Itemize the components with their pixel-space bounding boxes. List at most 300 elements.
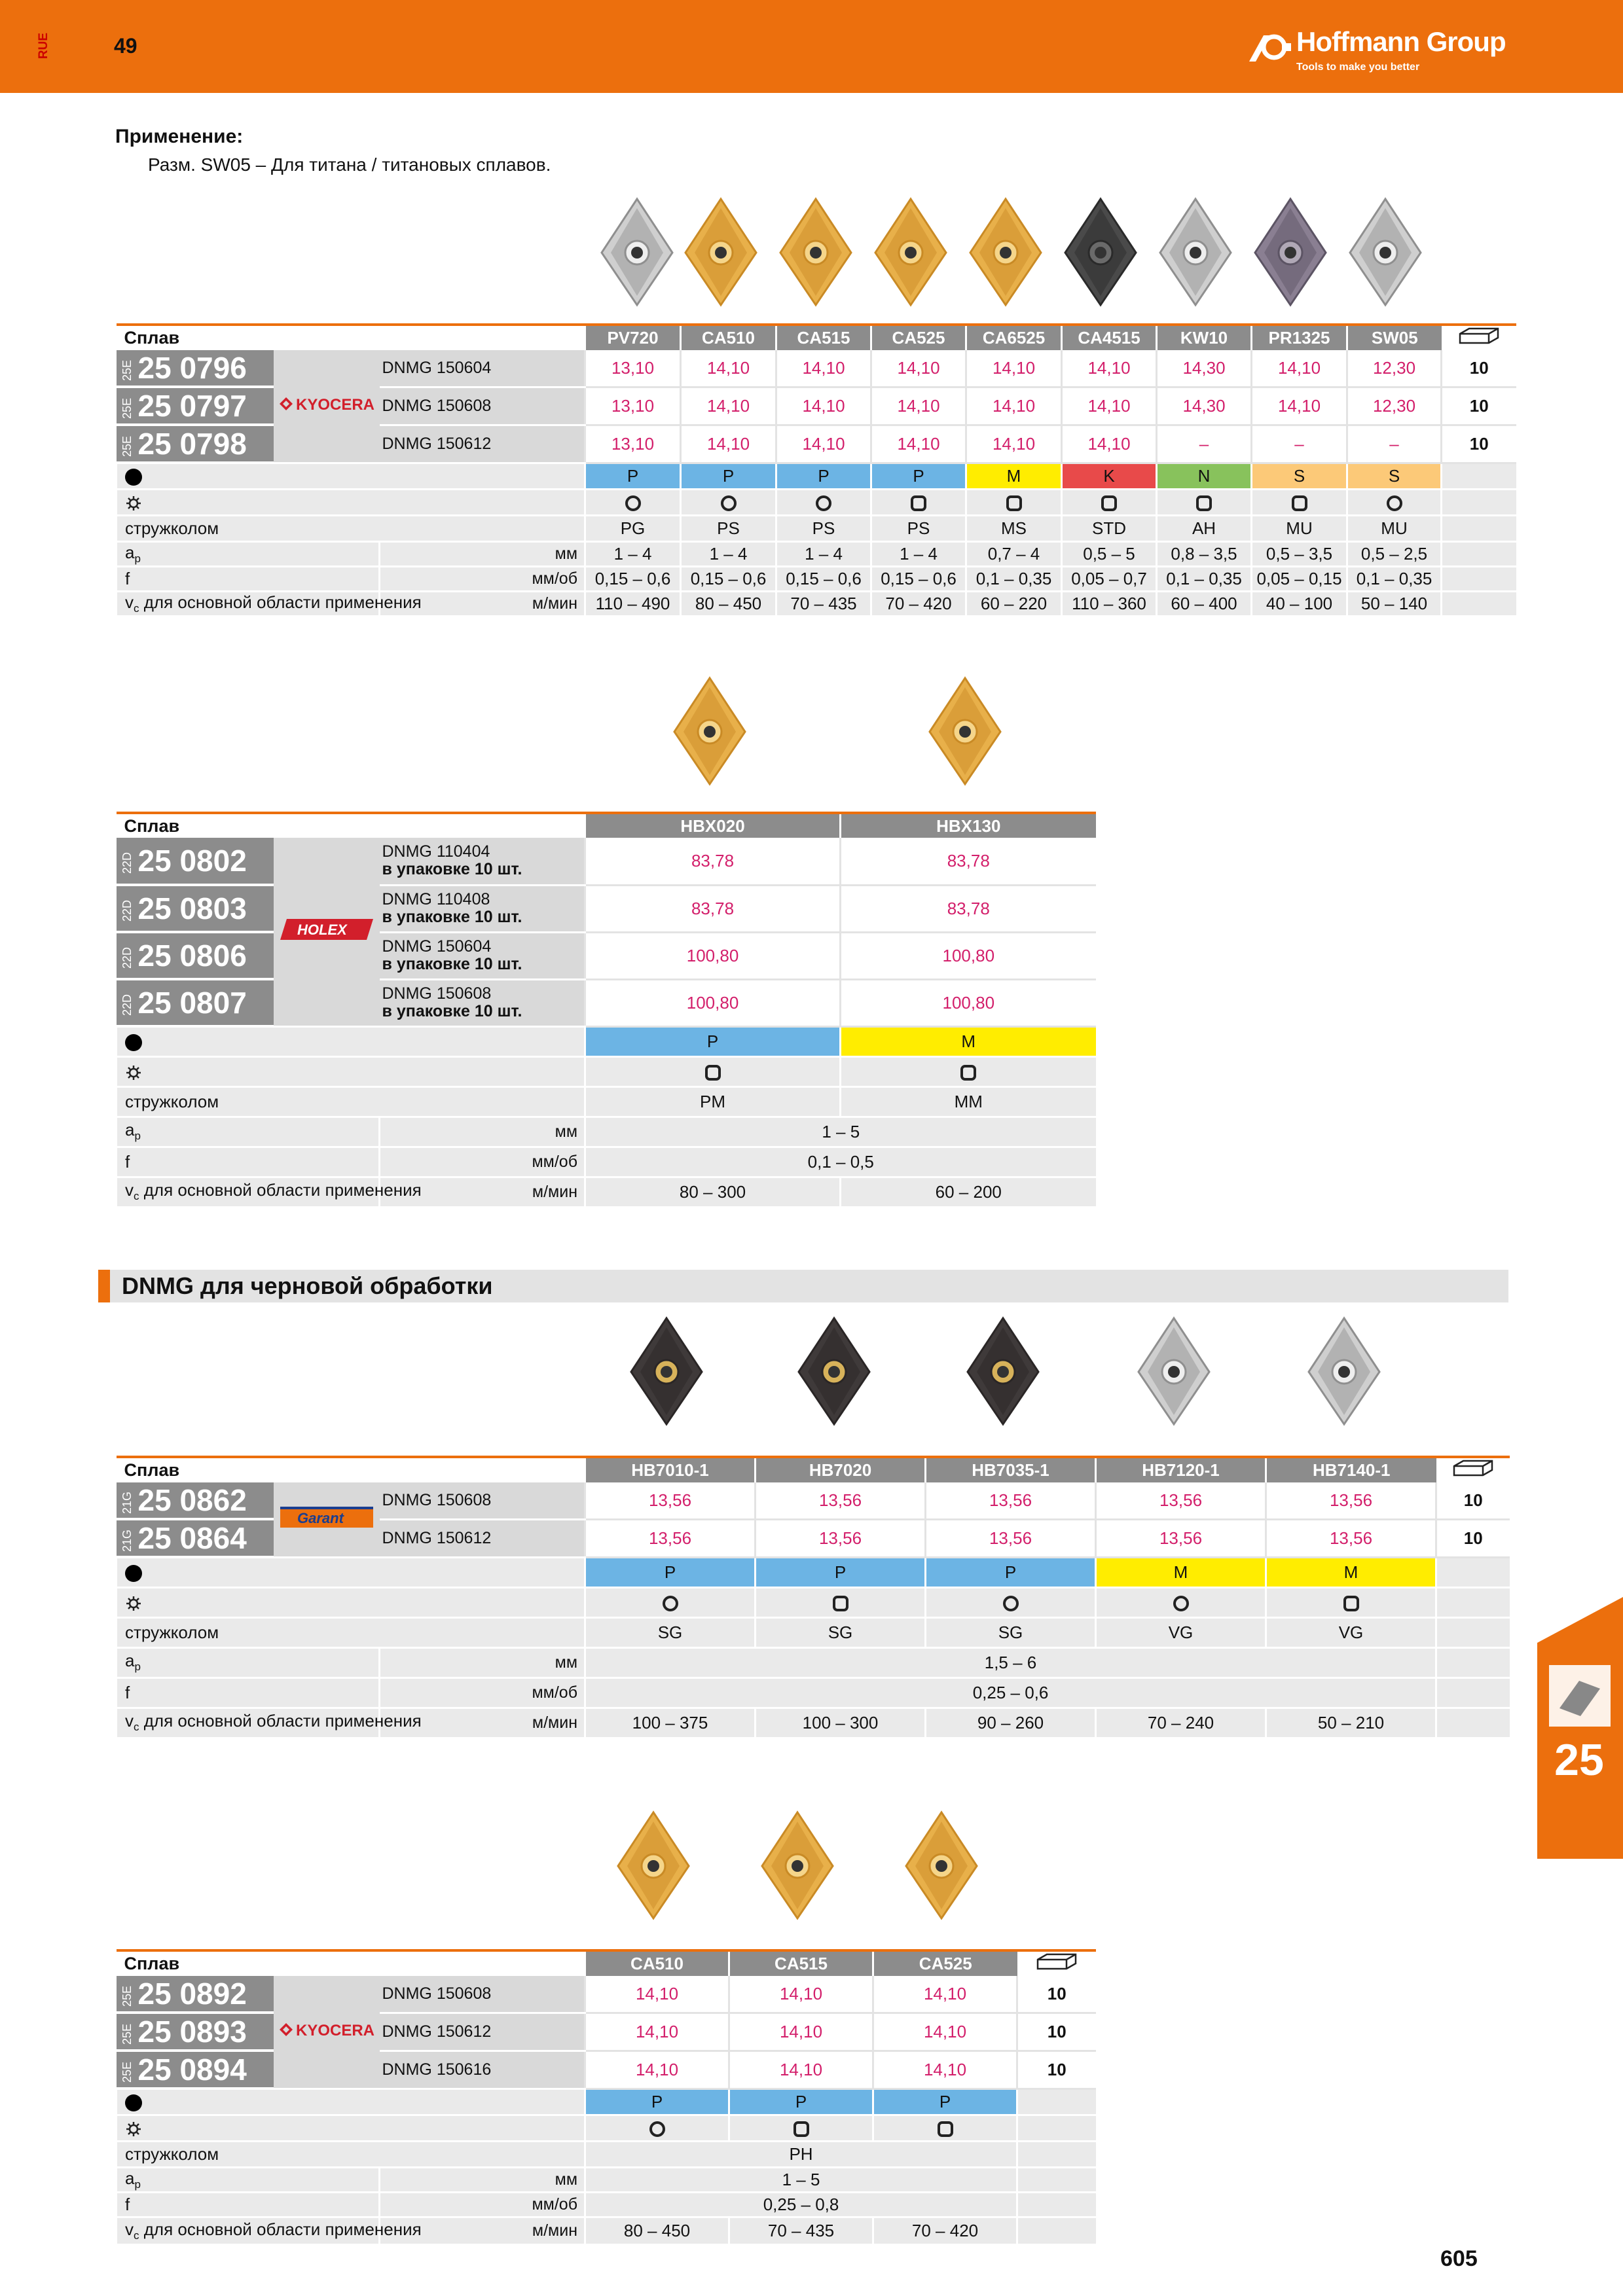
brand-cell (274, 838, 380, 1026)
material-group: P (585, 1026, 841, 1056)
holex-logo-text: HOLEX (297, 921, 347, 938)
article-number (117, 350, 274, 387)
ap-sub: p (134, 2178, 141, 2191)
table-garant (115, 1456, 1510, 1739)
empty (1436, 1617, 1510, 1647)
vc-sub: c (134, 601, 139, 615)
empty (1436, 1647, 1510, 1677)
table-row (117, 463, 1516, 489)
alloy-header: CA515 (776, 325, 871, 350)
geometry-shape (756, 1587, 926, 1617)
chipbreaker-shape-icon (1006, 495, 1022, 511)
alloy-header: CA6525 (966, 325, 1062, 350)
ap-value: 0,8 – 3,5 (1157, 541, 1252, 566)
pack-header (1017, 1950, 1096, 1976)
table-row (117, 979, 1096, 1026)
price: 13,56 (585, 1519, 756, 1557)
designation-line: DNMG 110408 (382, 890, 490, 908)
article-number (117, 838, 274, 885)
f-value: 0,1 – 0,35 (966, 566, 1062, 591)
table-row (117, 838, 1096, 885)
pack-note: в упаковке 10 шт. (382, 908, 522, 926)
price: 14,10 (776, 425, 871, 463)
price: 83,78 (585, 838, 841, 885)
chipbreaker: PH (585, 2141, 1017, 2167)
chipbreaker-shape-icon (960, 1065, 976, 1081)
table-row (117, 1976, 1096, 2013)
geometry-shape (1252, 489, 1347, 515)
empty (1017, 2089, 1096, 2115)
application-heading: Применение: (115, 126, 244, 147)
article-number-text: 25 0864 (137, 1521, 247, 1555)
pack-quantity: 10 (1442, 350, 1516, 387)
geometry-shape (1062, 489, 1157, 515)
price: – (1157, 425, 1252, 463)
ap-unit: мм (380, 541, 585, 566)
material-dot-icon (125, 469, 142, 486)
price: – (1252, 425, 1347, 463)
price: 14,10 (966, 350, 1062, 387)
insert-image (795, 1316, 873, 1427)
table-row (117, 1177, 1096, 1207)
price-group-code: 22D (120, 852, 134, 874)
holex-logo (278, 916, 376, 942)
insert-image (776, 196, 855, 308)
alloy-header: SW05 (1347, 325, 1442, 350)
vc-value: 60 – 220 (966, 591, 1062, 616)
chipbreaker: PS (871, 515, 966, 541)
material-dot-icon (125, 1034, 142, 1051)
article-number-text: 25 0797 (137, 389, 247, 423)
insert-image (1156, 196, 1235, 308)
insert-image (1135, 1316, 1213, 1427)
price: 14,10 (873, 1976, 1017, 2013)
empty (1442, 463, 1516, 489)
table-row (117, 932, 1096, 979)
vc-value: 100 – 300 (756, 1708, 926, 1738)
f-label-cell (117, 1677, 380, 1708)
alloy-header: HB7120-1 (1096, 1457, 1266, 1482)
table-row (117, 813, 1096, 838)
material-group: S (1347, 463, 1442, 489)
table-holex (115, 812, 1096, 1208)
geometry-shape (585, 1056, 841, 1086)
price: 83,78 (841, 838, 1096, 885)
geometry-shape (1266, 1587, 1436, 1617)
ap-label-cell (117, 2167, 380, 2192)
table-row (117, 1056, 1096, 1086)
material-group: N (1157, 463, 1252, 489)
vc-label: v (125, 1180, 134, 1200)
ap-label: a (125, 2168, 135, 2188)
alloy-label: Сплав (124, 816, 180, 836)
material-symbol (117, 463, 585, 489)
price: 14,10 (681, 350, 776, 387)
vc-value: 70 – 435 (729, 2217, 873, 2244)
page-number: 605 (1440, 2246, 1478, 2271)
ap-unit: мм (380, 1647, 585, 1677)
vc-text: для основной области применения (139, 1180, 422, 1200)
table-row (117, 325, 1516, 350)
package-quantity-icon (1035, 1952, 1078, 1971)
vc-label: v (125, 592, 134, 612)
price: 12,30 (1347, 350, 1442, 387)
empty (1436, 1587, 1510, 1617)
price-group-code: 25E (120, 2061, 134, 2083)
insert-image (1251, 196, 1330, 308)
table-row (117, 1557, 1510, 1587)
empty (1436, 1557, 1510, 1587)
ap-value: 1 – 4 (776, 541, 871, 566)
alloy-header: HB7010-1 (585, 1457, 756, 1482)
insert-geometry-icon (125, 1595, 142, 1612)
table-row (117, 1457, 1510, 1482)
ap-value: 1 – 5 (585, 2167, 1017, 2192)
f-label-cell (117, 1147, 380, 1177)
article-number-text: 25 0796 (137, 351, 247, 385)
table-row (117, 1647, 1510, 1677)
chipbreaker-shape-icon (649, 2121, 665, 2137)
article-number (117, 1519, 274, 1557)
vc-text: для основной области применения (139, 1711, 422, 1731)
chipbreaker-label: стружколом (125, 518, 219, 538)
price: 100,80 (841, 932, 1096, 979)
vc-sub: c (134, 2229, 139, 2242)
designation (380, 838, 585, 885)
hoffmann-logo-icon (1244, 31, 1291, 64)
insert-image (964, 1316, 1042, 1427)
material-group: P (776, 463, 871, 489)
price: 13,56 (756, 1482, 926, 1519)
empty (1442, 515, 1516, 541)
alloy-header: CA515 (729, 1950, 873, 1976)
vc-label: v (125, 1711, 134, 1731)
geometry-shape (966, 489, 1062, 515)
vc-label-cell (117, 2217, 422, 2244)
insert-image (614, 1810, 693, 1921)
material-group: M (1096, 1557, 1266, 1587)
chipbreaker-shape-icon (625, 495, 641, 511)
price: 14,30 (1157, 387, 1252, 425)
table-row (117, 541, 1516, 566)
vc-value: 80 – 450 (681, 591, 776, 616)
price: 14,10 (873, 2013, 1017, 2051)
vc-unit: м/мин (380, 1708, 585, 1738)
insert-image (871, 196, 950, 308)
price-group-code: 25E (120, 1985, 134, 2007)
price: 14,10 (1252, 387, 1347, 425)
vc-value: 70 – 420 (873, 2217, 1017, 2244)
table-row (117, 591, 1516, 616)
pack-quantity: 10 (1436, 1519, 1510, 1557)
insert-image (926, 675, 1004, 787)
vc-value: 50 – 210 (1266, 1708, 1436, 1738)
table-row (117, 1147, 1096, 1177)
ap-sub: p (134, 1130, 141, 1143)
chipbreaker-shape-icon (705, 1065, 721, 1081)
vc-value: 50 – 140 (1347, 591, 1442, 616)
empty (1017, 2167, 1096, 2192)
pack-note: в упаковке 10 шт. (382, 860, 522, 879)
kyocera-logo-text: KYOCERA (295, 2021, 374, 2039)
geometry-symbol (117, 489, 585, 515)
price: 14,10 (776, 350, 871, 387)
table-row (117, 2192, 1096, 2217)
vc-value: 80 – 450 (585, 2217, 729, 2244)
chipbreaker-label-cell (117, 515, 585, 541)
chipbreaker-shape-icon (1101, 495, 1117, 511)
article-number (117, 932, 274, 979)
vc-text: для основной области применения (139, 592, 422, 612)
alloy-header: CA4515 (1062, 325, 1157, 350)
material-group: P (585, 2089, 729, 2115)
price: 83,78 (585, 885, 841, 932)
ap-value: 0,5 – 5 (1062, 541, 1157, 566)
ap-value: 1 – 4 (871, 541, 966, 566)
chipbreaker: PM (585, 1086, 841, 1117)
price: 14,10 (966, 425, 1062, 463)
geometry-shape (776, 489, 871, 515)
section-title: DNMG для черновой обработки (122, 1272, 493, 1299)
price: 13,56 (926, 1519, 1096, 1557)
price-group-code: 25E (120, 359, 134, 381)
vc-value: 80 – 300 (585, 1177, 841, 1207)
f-value: 0,25 – 0,8 (585, 2192, 1017, 2217)
table-row (117, 2141, 1096, 2167)
designation (380, 979, 585, 1026)
pack-quantity: 10 (1017, 1976, 1096, 2013)
table-row (117, 1950, 1096, 1976)
price: 100,80 (841, 979, 1096, 1026)
vc-unit: м/мин (380, 2217, 585, 2244)
insert-image (598, 196, 676, 308)
price: 13,56 (756, 1519, 926, 1557)
empty (1442, 489, 1516, 515)
geometry-shape (873, 2115, 1017, 2141)
vc-value: 60 – 400 (1157, 591, 1252, 616)
insert-image (682, 196, 760, 308)
alloy-header: KW10 (1157, 325, 1252, 350)
price-group-code: 21G (120, 1529, 134, 1552)
material-group: P (585, 463, 681, 489)
price: 13,10 (585, 387, 681, 425)
vc-value: 60 – 200 (841, 1177, 1096, 1207)
ap-value: 0,5 – 3,5 (1252, 541, 1347, 566)
designation-line: DNMG 110404 (382, 842, 490, 861)
ap-unit: мм (380, 2167, 585, 2192)
chipbreaker-shape-icon (1003, 1596, 1019, 1611)
pack-header (1436, 1457, 1510, 1482)
brand-tagline: Tools to make you better (1296, 62, 1420, 73)
empty (1442, 591, 1516, 616)
price: 14,10 (966, 387, 1062, 425)
chipbreaker-shape-icon (1387, 495, 1402, 511)
table-row (117, 1677, 1510, 1708)
vc-text: для основной области применения (139, 2219, 422, 2239)
geometry-shape (585, 1587, 756, 1617)
material-group: M (841, 1026, 1096, 1056)
chipbreaker: MM (841, 1086, 1096, 1117)
chipbreaker-label: стружколом (125, 1622, 219, 1642)
ap-value: 1 – 4 (585, 541, 681, 566)
price: 14,10 (1062, 350, 1157, 387)
article-number-text: 25 0798 (137, 427, 247, 461)
table-row (117, 2089, 1096, 2115)
package-quantity-icon (1457, 326, 1501, 346)
chipbreaker: PS (681, 515, 776, 541)
f-value: 0,1 – 0,5 (585, 1147, 1096, 1177)
alloy-label: Сплав (124, 328, 180, 348)
price: 14,10 (1062, 425, 1157, 463)
pack-quantity: 10 (1436, 1482, 1510, 1519)
designation: DNMG 150612 (380, 2013, 585, 2051)
vc-value: 90 – 260 (926, 1708, 1096, 1738)
f-label: f (125, 1682, 130, 1702)
material-symbol (117, 1557, 585, 1587)
material-dot-icon (125, 1565, 142, 1582)
table-row (117, 515, 1516, 541)
price-group-code: 22D (120, 994, 134, 1016)
chipbreaker-shape-icon (1196, 495, 1212, 511)
designation-line: DNMG 150604 (382, 937, 492, 956)
table-kyocera-finishing (115, 323, 1516, 617)
ap-value: 1 – 4 (681, 541, 776, 566)
insert-image (1305, 1316, 1383, 1427)
vc-label-cell (117, 1708, 422, 1738)
brand-cell (274, 1976, 380, 2089)
material-group: P (756, 1557, 926, 1587)
price: 13,56 (1096, 1519, 1266, 1557)
geometry-shape (729, 2115, 873, 2141)
geometry-shape (841, 1056, 1096, 1086)
article-number-text: 25 0806 (137, 939, 247, 973)
material-group: P (585, 1557, 756, 1587)
insert-image (966, 196, 1045, 308)
empty (1017, 2192, 1096, 2217)
vc-value: 70 – 435 (776, 591, 871, 616)
vc-value: 70 – 240 (1096, 1708, 1266, 1738)
ap-value: 1,5 – 6 (585, 1647, 1436, 1677)
article-number (117, 885, 274, 932)
price-group-code: 25E (120, 397, 134, 419)
pack-quantity: 10 (1017, 2013, 1096, 2051)
price: 13,56 (1096, 1482, 1266, 1519)
material-group: P (729, 2089, 873, 2115)
f-unit: мм/об (380, 566, 585, 591)
ap-unit: мм (380, 1117, 585, 1147)
empty (1436, 1677, 1510, 1708)
price: 14,10 (873, 2051, 1017, 2089)
alloy-header: CA510 (681, 325, 776, 350)
alloy-header: CA525 (871, 325, 966, 350)
price: 14,10 (871, 387, 966, 425)
chipbreaker-label: стружколом (125, 1091, 219, 1111)
f-value: 0,15 – 0,6 (776, 566, 871, 591)
pack-note: в упаковке 10 шт. (382, 955, 522, 973)
kyocera-logo-text: KYOCERA (295, 395, 374, 414)
material-dot-icon (125, 2094, 142, 2111)
price-group-code: 22D (120, 947, 134, 969)
designation: DNMG 150608 (380, 387, 585, 425)
insert-image (902, 1810, 981, 1921)
pack-header (1442, 325, 1516, 350)
alloy-header: CA510 (585, 1950, 729, 1976)
insert-image (627, 1316, 706, 1427)
empty (1442, 541, 1516, 566)
chipbreaker: PS (776, 515, 871, 541)
price: 13,56 (926, 1482, 1096, 1519)
chipbreaker-shape-icon (1343, 1596, 1359, 1611)
table-row (117, 1482, 1510, 1519)
alloy-label: Сплав (124, 1954, 180, 1973)
designation: DNMG 150604 (380, 350, 585, 387)
material-symbol (117, 2089, 585, 2115)
table-row (117, 1117, 1096, 1147)
price: 13,56 (1266, 1482, 1436, 1519)
geometry-shape (585, 2115, 729, 2141)
language-code: RUE (37, 33, 50, 60)
article-number-text: 25 0892 (137, 1977, 247, 2011)
f-unit: мм/об (380, 1677, 585, 1708)
material-group: P (873, 2089, 1017, 2115)
price: – (1347, 425, 1442, 463)
designation: DNMG 150612 (380, 425, 585, 463)
chipbreaker-shape-icon (816, 495, 831, 511)
vc-value: 100 – 375 (585, 1708, 756, 1738)
geometry-shape (871, 489, 966, 515)
designation: DNMG 150612 (380, 1519, 585, 1557)
table-row (117, 2013, 1096, 2051)
geometry-shape (1347, 489, 1442, 515)
pack-note: в упаковке 10 шт. (382, 1002, 522, 1020)
f-unit: мм/об (380, 2192, 585, 2217)
ap-label: a (125, 542, 135, 562)
f-label: f (125, 1151, 130, 1172)
geometry-symbol (117, 1056, 585, 1086)
f-label-cell (117, 2192, 380, 2217)
f-value: 0,15 – 0,6 (681, 566, 776, 591)
kyocera-logo (278, 394, 376, 414)
geometry-shape (585, 489, 681, 515)
chipbreaker: SG (756, 1617, 926, 1647)
material-group: P (871, 463, 966, 489)
table-row (117, 1708, 1510, 1738)
geometry-symbol (117, 1587, 585, 1617)
table-row (117, 1086, 1096, 1117)
price: 13,10 (585, 425, 681, 463)
article-number-text: 25 0803 (137, 891, 247, 925)
f-value: 0,25 – 0,6 (585, 1677, 1436, 1708)
price: 14,10 (1062, 387, 1157, 425)
price: 100,80 (585, 932, 841, 979)
chapter-number: 25 (1554, 1735, 1604, 1785)
application-text: Разм. SW05 – Для титана / титановых сплавов. (148, 154, 551, 175)
alloy-header: HB7140-1 (1266, 1457, 1436, 1482)
price: 14,10 (729, 2013, 873, 2051)
price-group-code: 21G (120, 1491, 134, 1514)
chapter-tab (1537, 1597, 1623, 1859)
table-row (117, 2115, 1096, 2141)
f-value: 0,05 – 0,15 (1252, 566, 1347, 591)
price-group-code: 22D (120, 900, 134, 922)
f-value: 0,15 – 0,6 (871, 566, 966, 591)
chipbreaker-shape-icon (833, 1596, 848, 1611)
chipbreaker-shape-icon (938, 2121, 953, 2137)
price-group-code: 25E (120, 2023, 134, 2045)
article-number (117, 1482, 274, 1519)
article-number (117, 2051, 274, 2089)
empty (1017, 2115, 1096, 2141)
